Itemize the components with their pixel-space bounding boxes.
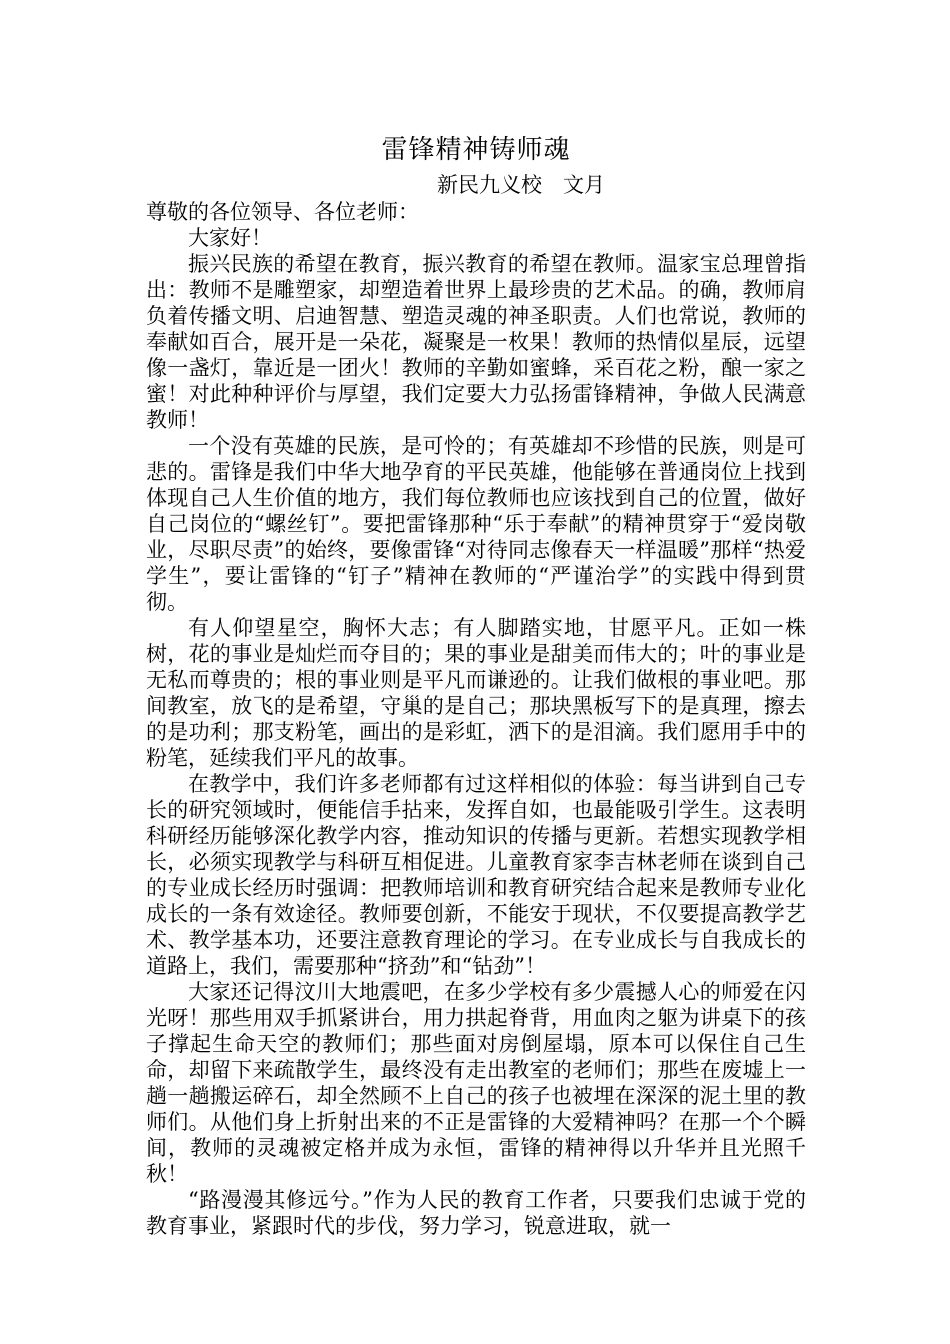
paragraph-4: 在教学中，我们许多老师都有过这样相似的体验：每当讲到自己专长的研究领域时，便能信手拈来，发挥自如，也最能吸引学生。这表明科研经历能够深化教学内容，推动知识的传播与更新。若想实现教学相长，必须实现教学与科研互相促进。儿童教育家李吉林老师在谈到自己的专业成长经历时强调：把教师培训和教育研究结合起来是教师专业化成长的一条有效途径。教师要创新，不能安于现状，不仅要提高教学艺术、教学基本功，还要注意教育理论的学习。在专业成长与自我成长的道路上，我们，需要那种“挤劲”和“钻劲”！ (146, 772, 806, 978)
document-body (146, 199, 806, 1239)
paragraph-3: 有人仰望星空，胸怀大志；有人脚踏实地，甘愿平凡。正如一株树，花的事业是灿烂而夺目的；果的事业是甜美而伟大的；叶的事业是无私而尊贵的；根的事业则是平凡而谦逊的。让我们做根的事业吧。那间教室，放飞的是希望，守巢的是自己；那块黑板写下的是真理，擦去的是功利；那支粉笔，画出的是彩虹，洒下的是泪滴。我们愿用手中的粉笔，延续我们平凡的故事。 (146, 616, 806, 770)
salutation: 尊敬的各位领导、各位老师： (146, 200, 419, 224)
paragraph-6: “路漫漫其修远兮。”作为人民的教育工作者，只要我们忠诚于党的教育事业，紧跟时代的步伐，努力学习，锐意进取，就一 (146, 1188, 806, 1238)
document-byline: 新民九义校 文月 (437, 173, 605, 197)
document-title: 雷锋精神铸师魂 (381, 135, 571, 165)
paragraph-5: 大家还记得汶川大地震吧，在多少学校有多少震撼人心的师爱在闪光呀！那些用双手抓紧讲台，用力拱起脊背，用血肉之躯为讲桌下的孩子撑起生命天空的教师们；那些面对房倒屋塌，原本可以保住自己生命，却留下来疏散学生，最终没有走出教室的老师们；那些在废墟上一趟一趟搬运碎石，却全然顾不上自己的孩子也被埋在深深的泥土里的教师们。从他们身上折射出来的不正是雷锋的大爱精神吗？在那一个个瞬间，教师的灵魂被定格并成为永恒，雷锋的精神得以升华并且光照千秋！ (146, 980, 806, 1186)
paragraph-1: 振兴民族的希望在教育，振兴教育的希望在教师。温家宝总理曾指出：教师不是雕塑家，却塑造着世界上最珍贵的艺术品。的确，教师肩负着传播文明、启迪智慧、塑造灵魂的神圣职责。人们也常说，教师的奉献如百合，展开是一朵花，凝聚是一枚果！教师的热情似星辰，远望像一盏灯，靠近是一团火！教师的辛勤如蜜蜂，采百花之粉，酿一家之蜜！对此种种评价与厚望，我们定要大力弘扬雷锋精神，争做人民满意教师！ (146, 252, 806, 432)
paragraph-2: 一个没有英雄的民族，是可怜的；有英雄却不珍惜的民族，则是可悲的。雷锋是我们中华大地孕育的平民英雄，他能够在普通岗位上找到体现自己人生价值的地方，我们每位教师也应该找到自己的位置，做好自己岗位的“螺丝钉”。要把雷锋那种“乐于奉献”的精神贯穿于“爱岗敬业，尽职尽责”的始终，要像雷锋“对待同志像春天一样温暖”那样“热爱学生”，要让雷锋的“钉子”精神在教师的“严谨治学”的实践中得到贯彻。 (146, 434, 806, 614)
paragraph-greeting: 大家好！ (188, 226, 272, 250)
